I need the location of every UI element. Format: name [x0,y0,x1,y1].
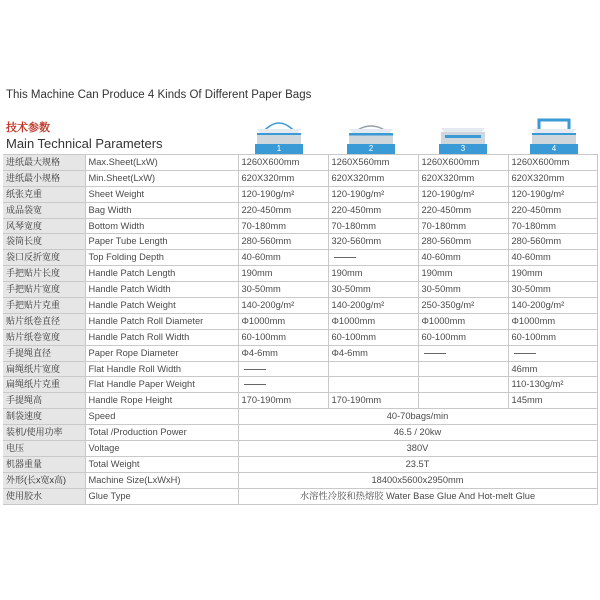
param-value-bag-2: 70-180mm [328,218,418,234]
param-value-bag-3: Φ1000mm [418,313,508,329]
param-value-bag-2: 1260X560mm [328,155,418,171]
param-value-bag-3 [418,361,508,377]
param-value-bag-2: 140-200g/m² [328,298,418,314]
param-name-en: Voltage [85,441,238,457]
param-value-bag-1: 170-190mm [238,393,328,409]
param-name-en: Handle Patch Roll Width [85,329,238,345]
param-name-en: Min.Sheet(LxW) [85,170,238,186]
param-value-bag-4: 110-130g/m² [508,377,597,393]
param-name-cn: 扁绳纸片克重 [3,377,85,393]
spec-row-shared [3,409,597,425]
param-value-bag-2 [328,361,418,377]
param-value-bag-3: 250-350g/m² [418,298,508,314]
param-value-bag-3: 280-560mm [418,234,508,250]
bag-type-4 [512,116,596,154]
param-name-en: Flat Handle Paper Weight [85,377,238,393]
param-value-all-bags: 水溶性冷胶和热熔胶 Water Base Glue And Hot-melt Glue [238,488,597,504]
param-value-bag-3: 30-50mm [418,282,508,298]
bag-type-3 [421,116,505,154]
param-name-en: Machine Size(LxWxH) [85,472,238,488]
param-name-cn: 手提绳高 [3,393,85,409]
spec-row [3,313,597,329]
spec-row-shared [3,456,597,472]
param-value-bag-2: 170-190mm [328,393,418,409]
param-value-all-bags: 380V [238,441,597,457]
param-value-bag-3 [418,345,508,361]
spec-row [3,266,597,282]
param-value-bag-4: 60-100mm [508,329,597,345]
param-name-cn: 手把贴片长度 [3,266,85,282]
param-value-bag-3: 60-100mm [418,329,508,345]
bag-type-number: 4 [551,144,557,153]
spec-row-shared [3,441,597,457]
spec-row [3,298,597,314]
spec-row [3,282,597,298]
param-value-bag-1: 120-190g/m² [238,186,328,202]
param-value-bag-1: 620X320mm [238,170,328,186]
param-name-en: Total Weight [85,456,238,472]
param-value-bag-4: 40-60mm [508,250,597,266]
param-value-bag-4: 145mm [508,393,597,409]
param-name-cn: 手把贴片宽度 [3,282,85,298]
bag-type-number: 3 [460,144,466,153]
param-value-bag-1: 70-180mm [238,218,328,234]
param-value-bag-4: 120-190g/m² [508,186,597,202]
param-name-cn: 手把贴片克重 [3,298,85,314]
param-name-en: Paper Tube Length [85,234,238,250]
bag-type-2 [329,116,413,154]
param-value-bag-2: 30-50mm [328,282,418,298]
not-applicable-dash [514,353,536,354]
param-name-cn: 手提绳直径 [3,345,85,361]
param-value-bag-1: 40-60mm [238,250,328,266]
param-name-en: Bag Width [85,202,238,218]
param-name-en: Total /Production Power [85,425,238,441]
param-value-bag-1: 280-560mm [238,234,328,250]
param-name-cn: 使用胶水 [3,488,85,504]
param-value-bag-2: 60-100mm [328,329,418,345]
section-title-en: Main Technical Parameters [6,136,163,151]
bag-type-number: 1 [276,144,282,153]
spec-row [3,234,597,250]
bag-type-1 [237,116,321,154]
spec-row [3,393,597,409]
param-name-cn: 外形(长x宽x高) [3,472,85,488]
not-applicable-dash [424,353,446,354]
spec-row [3,186,597,202]
param-value-bag-1 [238,377,328,393]
param-value-bag-4: 1260X600mm [508,155,597,171]
param-value-bag-4: 140-200g/m² [508,298,597,314]
intro-text: This Machine Can Produce 4 Kinds Of Different Paper Bags [6,89,312,101]
param-value-bag-2: 320-560mm [328,234,418,250]
param-name-cn: 贴片纸卷宽度 [3,329,85,345]
param-name-cn: 进纸最大规格 [3,155,85,171]
param-value-bag-4: 30-50mm [508,282,597,298]
param-name-cn: 装机/使用功率 [3,425,85,441]
param-value-bag-4: 620X320mm [508,170,597,186]
not-applicable-dash [244,369,266,370]
param-value-bag-2: 120-190g/m² [328,186,418,202]
spec-row-shared [3,425,597,441]
param-value-bag-3: 1260X600mm [418,155,508,171]
spec-row [3,345,597,361]
param-value-all-bags: 40-70bags/min [238,409,597,425]
param-value-bag-2: 190mm [328,266,418,282]
spec-row [3,155,597,171]
param-name-en: Bottom Width [85,218,238,234]
param-value-bag-1 [238,361,328,377]
param-value-bag-1: Φ4-6mm [238,345,328,361]
param-value-all-bags: 46.5 / 20kw [238,425,597,441]
spec-row [3,377,597,393]
param-value-bag-2: 620X320mm [328,170,418,186]
param-name-cn: 制袋速度 [3,409,85,425]
param-name-cn: 袋筒长度 [3,234,85,250]
bag-type-number: 2 [368,144,374,153]
spec-row [3,329,597,345]
param-value-bag-4 [508,345,597,361]
param-name-en: Handle Patch Roll Diameter [85,313,238,329]
param-name-en: Handle Patch Weight [85,298,238,314]
param-value-bag-1: 190mm [238,266,328,282]
param-value-bag-1: 220-450mm [238,202,328,218]
param-value-bag-1: 30-50mm [238,282,328,298]
param-value-bag-2 [328,250,418,266]
param-value-all-bags: 23.5T [238,456,597,472]
param-name-en: Paper Rope Diameter [85,345,238,361]
param-name-en: Handle Patch Length [85,266,238,282]
param-value-bag-2 [328,377,418,393]
param-name-en: Top Folding Depth [85,250,238,266]
spec-row [3,250,597,266]
param-value-bag-1: 140-200g/m² [238,298,328,314]
param-name-cn: 电压 [3,441,85,457]
param-value-bag-3: 190mm [418,266,508,282]
param-name-cn: 机器重量 [3,456,85,472]
param-value-bag-3: 220-450mm [418,202,508,218]
param-name-cn: 成品袋宽 [3,202,85,218]
param-name-cn: 进纸最小规格 [3,170,85,186]
param-value-bag-4: 280-560mm [508,234,597,250]
param-value-bag-2: Φ4-6mm [328,345,418,361]
param-value-bag-3: 70-180mm [418,218,508,234]
param-value-bag-1: Φ1000mm [238,313,328,329]
not-applicable-dash [334,257,356,258]
param-value-bag-3 [418,393,508,409]
spec-row [3,218,597,234]
param-name-cn: 袋口反折宽度 [3,250,85,266]
section-title-cn: 技术参数 [6,122,50,134]
param-value-all-bags: 18400x5600x2950mm [238,472,597,488]
param-name-en: Sheet Weight [85,186,238,202]
param-name-en: Handle Rope Height [85,393,238,409]
param-value-bag-1: 60-100mm [238,329,328,345]
spec-table [3,154,598,505]
param-name-cn: 风琴宽度 [3,218,85,234]
param-name-cn: 纸张克重 [3,186,85,202]
spec-row [3,170,597,186]
param-name-en: Max.Sheet(LxW) [85,155,238,171]
param-name-en: Handle Patch Width [85,282,238,298]
param-value-bag-2: 220-450mm [328,202,418,218]
param-value-bag-1: 1260X600mm [238,155,328,171]
param-name-cn: 扁绳纸片宽度 [3,361,85,377]
param-value-bag-4: 70-180mm [508,218,597,234]
param-value-bag-4: 190mm [508,266,597,282]
param-value-bag-4: 220-450mm [508,202,597,218]
spec-row-shared [3,472,597,488]
param-value-bag-2: Φ1000mm [328,313,418,329]
param-value-bag-3: 620X320mm [418,170,508,186]
param-value-bag-3: 40-60mm [418,250,508,266]
spec-row [3,202,597,218]
spec-row-shared [3,488,597,504]
param-name-en: Speed [85,409,238,425]
not-applicable-dash [244,384,266,385]
param-value-bag-3: 120-190g/m² [418,186,508,202]
param-name-en: Flat Handle Roll Width [85,361,238,377]
param-value-bag-3 [418,377,508,393]
param-value-bag-4: Φ1000mm [508,313,597,329]
param-name-cn: 贴片纸卷直径 [3,313,85,329]
param-value-bag-4: 46mm [508,361,597,377]
spec-row [3,361,597,377]
param-name-en: Glue Type [85,488,238,504]
